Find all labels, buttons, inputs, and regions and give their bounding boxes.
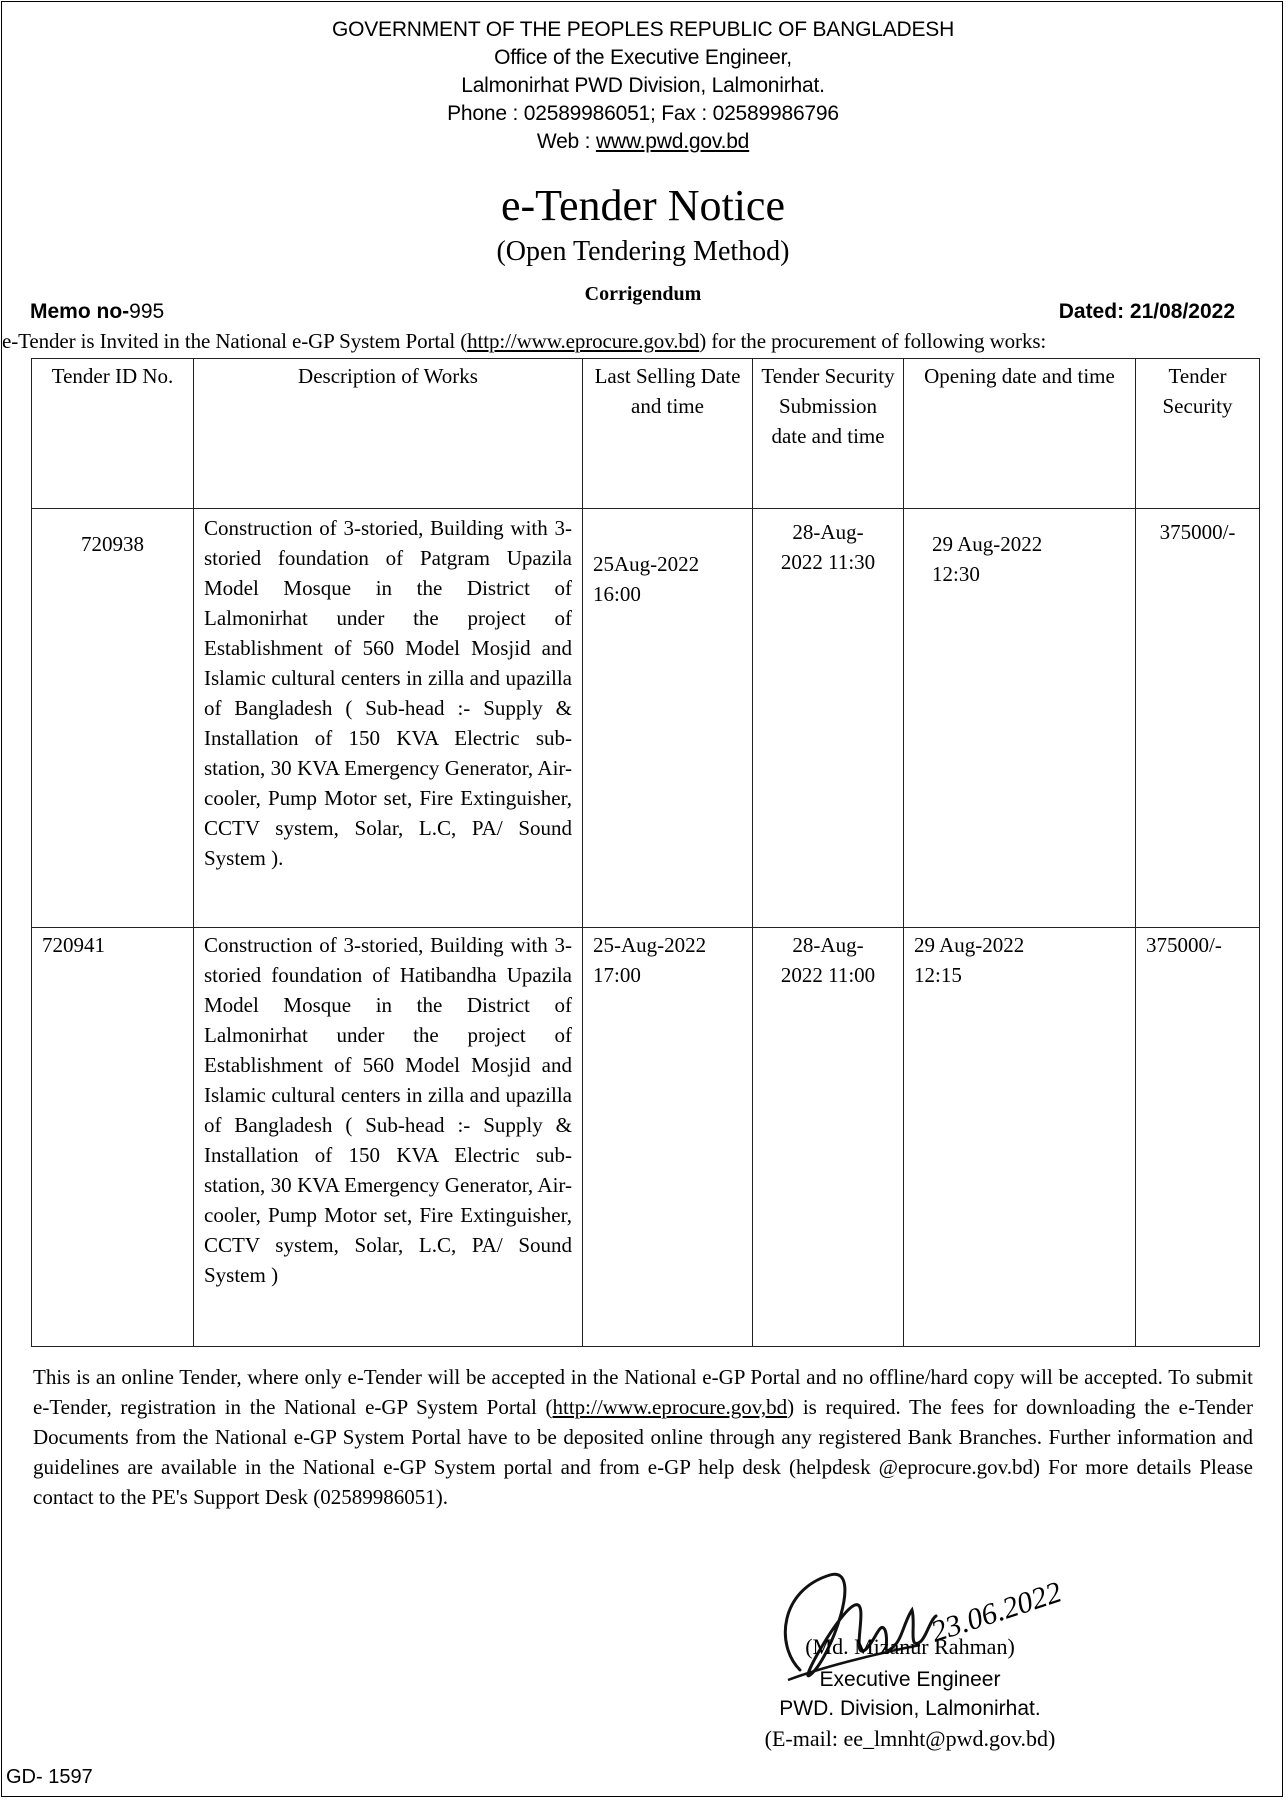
submission-date: 28-Aug- bbox=[792, 933, 864, 957]
notice-subtitle: (Open Tendering Method) bbox=[496, 236, 790, 267]
opening-date: 29 Aug-2022 bbox=[914, 933, 1025, 957]
government-line: GOVERNMENT OF THE PEOPLES REPUBLIC OF BANGLADESH bbox=[331, 18, 955, 41]
opening-cell bbox=[904, 509, 1136, 928]
submission-date: 28-Aug- bbox=[792, 520, 864, 544]
intro-text-after: ) for the procurement of following works: bbox=[699, 329, 1047, 353]
web-link[interactable]: www.pwd.gov.bd bbox=[595, 130, 750, 153]
submission-cell bbox=[753, 928, 904, 1347]
description-cell: Construction of 3-storied, Building with 3-storied foundation of Patgram Upazila Model Mosque in the District of Lalmonirhat under the project of Establishment of 560 Model Mosjid and Islamic cultural centers in zilla and upazilla of Bangladesh ( Sub-head :- Supply & Installation of 150 KVA Electric sub-station, 30 KVA Emergency Generator, Air-cooler, Pump Motor set, Fire Extinguisher, CCTV system, Solar, L.C, PA/ Sound System ). bbox=[194, 509, 583, 928]
gd-number: GD- 1597 bbox=[6, 1766, 93, 1788]
security-cell: 375000/- bbox=[1136, 928, 1260, 1347]
opening-time: 12:30 bbox=[932, 562, 980, 586]
signatory-name: (Md. Mizanur Rahman) bbox=[805, 1634, 1015, 1659]
selling-time: 17:00 bbox=[593, 963, 641, 987]
security-cell: 375000/- bbox=[1136, 509, 1260, 928]
web-label: Web : bbox=[536, 130, 596, 153]
header-security-submission: Tender Security Submission date and time bbox=[753, 359, 904, 509]
instructions-text-1: This is an online Tender, where only e-Tender will be accepted in the National e-GP Portal and no offline/hard copy will be accepted. To submit e-Tender, registration in the National e-GP System Portal ( bbox=[33, 1365, 1253, 1419]
memo-number bbox=[30, 300, 164, 324]
intro-line bbox=[2, 329, 1046, 354]
submission-time: 2022 11:30 bbox=[780, 550, 876, 574]
signatory-title: Executive Engineer bbox=[819, 1668, 1001, 1691]
selling-cell bbox=[583, 928, 753, 1347]
web-line bbox=[0, 128, 1286, 156]
header-tender-id: Tender ID No. bbox=[32, 359, 194, 509]
header-opening-date: Opening date and time bbox=[904, 359, 1136, 509]
division-line: Lalmonirhat PWD Division, Lalmonirhat. bbox=[461, 74, 825, 97]
corrigendum-label: Corrigendum bbox=[584, 283, 702, 305]
tender-table bbox=[31, 358, 1260, 1347]
submission-time: 2022 11:00 bbox=[780, 963, 876, 987]
selling-date: 25-Aug-2022 bbox=[593, 933, 707, 957]
description-cell: Construction of 3-storied, Building with 3-storied foundation of Hatibandha Upazila Model Mosque in the District of Lalmonirhat under the project of Establishment of 560 Model Mosjid and Islamic cultural centers in zilla and upazilla of Bangladesh ( Sub-head :- Supply & Installation of 150 KVA Electric sub-station, 30 KVA Emergency Generator, Air-cooler, Pump Motor set, Fire Extinguisher, CCTV system, Solar, L.C, PA/ Sound System ) bbox=[194, 928, 583, 1347]
registration-link[interactable]: http://www.eprocure.gov,bd bbox=[552, 1395, 788, 1419]
opening-cell bbox=[904, 928, 1136, 1347]
opening-time: 12:15 bbox=[914, 963, 962, 987]
eprocure-link[interactable]: http://www.eprocure.gov.bd bbox=[467, 329, 700, 353]
letterhead bbox=[0, 16, 1286, 156]
memo-value: 995 bbox=[129, 300, 165, 323]
office-line: Office of the Executive Engineer, bbox=[494, 46, 792, 69]
header-tender-security: Tender Security bbox=[1136, 359, 1260, 509]
opening-date: 29 Aug-2022 bbox=[932, 532, 1043, 556]
handwritten-date: 23.06.2022 bbox=[926, 1575, 1066, 1649]
signatory-division: PWD. Division, Lalmonirhat. bbox=[779, 1697, 1041, 1720]
notice-title: e-Tender Notice bbox=[501, 181, 785, 230]
header-description: Description of Works bbox=[194, 359, 583, 509]
online-tender-instructions bbox=[33, 1362, 1253, 1512]
header-last-selling: Last Selling Date and time bbox=[583, 359, 753, 509]
table-row bbox=[32, 509, 1260, 928]
table-header-row bbox=[32, 359, 1260, 509]
contact-line: Phone : 02589986051; Fax : 02589986796 bbox=[447, 102, 839, 125]
selling-time: 16:00 bbox=[593, 582, 641, 606]
submission-cell bbox=[753, 509, 904, 928]
memo-label: Memo no- bbox=[30, 300, 130, 323]
tender-id-cell: 720941 bbox=[32, 928, 194, 1347]
selling-date: 25Aug-2022 bbox=[593, 552, 700, 576]
instructions-text-2: ) is required. The fees for downloading the e-Tender Documents from the National e-GP System Portal have to be deposited online through any registered Bank Branches. Further information and guidelines are available in the National e-GP System portal and from e-GP help desk (helpdesk @eprocure.gov.bd) For more details Please contact to the PE's Support Desk (02589986051). bbox=[33, 1395, 1253, 1509]
intro-text-before: e-Tender is Invited in the National e-GP System Portal ( bbox=[2, 329, 468, 353]
signatory-email: (E-mail: ee_lmnht@pwd.gov.bd) bbox=[764, 1726, 1056, 1751]
notice-date: Dated: 21/08/2022 bbox=[1058, 300, 1235, 323]
tender-id-cell: 720938 bbox=[32, 509, 194, 928]
selling-cell bbox=[583, 509, 753, 928]
table-row bbox=[32, 928, 1260, 1347]
